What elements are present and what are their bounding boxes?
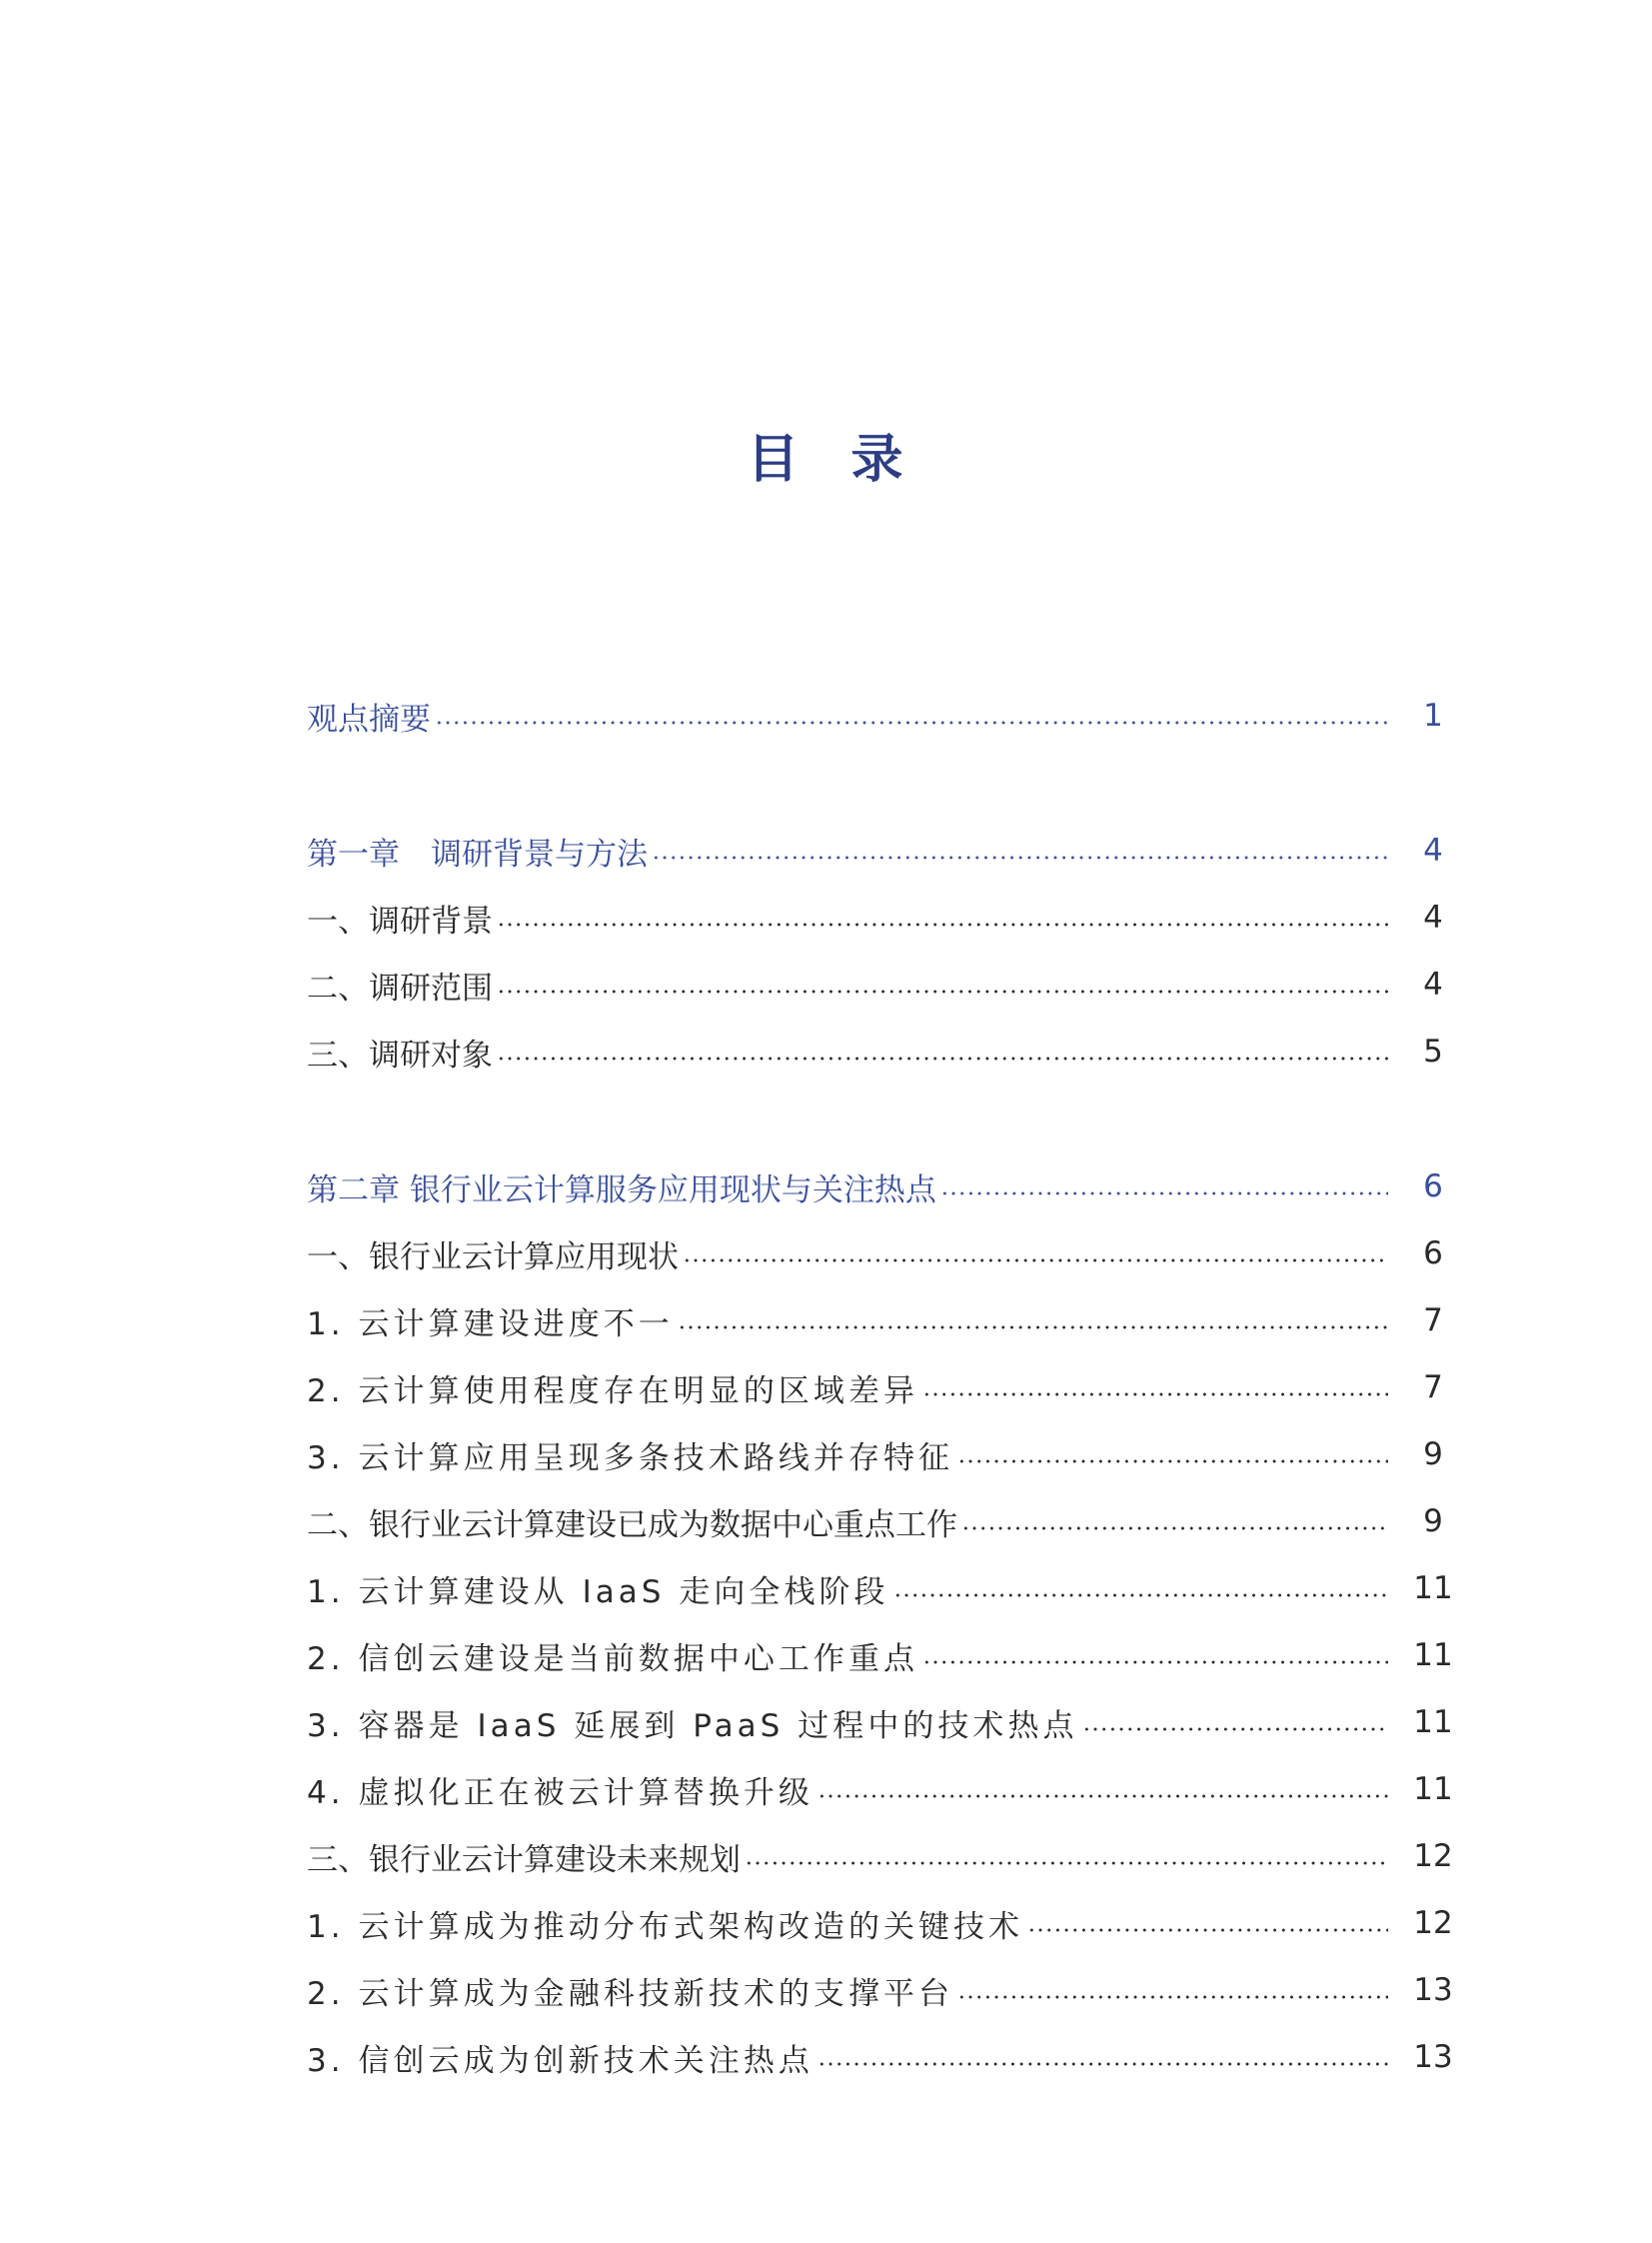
toc-leader-dots [683,1258,1388,1262]
toc-leader-dots [893,1593,1388,1597]
toc-entry-label: 1. 云计算成为推动分布式架构改造的关键技术 [307,1908,1024,1945]
toc-page-number: 9 [1423,1436,1443,1472]
toc-entry-section[interactable] [307,1497,1456,1545]
toc-page-number: 4 [1423,900,1443,936]
toc-entry-label: 4. 虚拟化正在被云计算替换升级 [307,1774,814,1811]
toc-leader-dots [957,1459,1388,1463]
toc-leader-dots [652,856,1388,860]
toc-page-number: 11 [1413,1637,1453,1673]
toc-page-number: 5 [1423,1034,1443,1070]
toc-leader-dots [940,1191,1388,1195]
toc-page-number: 11 [1413,1570,1453,1606]
toc-entry-subsection[interactable] [307,1296,1456,1344]
toc-leader-dots [678,1325,1388,1329]
page-title-char-2: 录 [850,429,905,490]
toc-leader-dots [745,1861,1388,1865]
toc-entry-section[interactable] [307,894,1456,942]
toc-entry-subsection[interactable] [307,1899,1456,1947]
toc-leader-dots [922,1392,1388,1396]
toc-entry-label: 三、调研对象 [307,1037,493,1074]
toc-leader-dots [818,1794,1388,1798]
toc-leader-dots [818,2062,1388,2066]
toc-entry-label: 第一章 调研背景与方法 [307,836,648,873]
toc-leader-dots [497,1057,1388,1061]
toc-leader-dots [957,1995,1388,1999]
toc-entry-label: 二、调研范围 [307,970,493,1007]
toc-entry-section[interactable] [307,961,1456,1009]
toc-entry-label: 3. 信创云成为创新技术关注热点 [307,2042,814,2079]
toc-page-number: 13 [1413,1972,1453,2008]
toc-entry-label: 一、银行业云计算应用现状 [307,1238,679,1275]
toc-entry-label: 二、银行业云计算建设已成为数据中心重点工作 [307,1506,957,1543]
toc-page-number: 13 [1413,2039,1453,2075]
toc-entry-subsection[interactable] [307,1564,1456,1612]
toc-page-number: 12 [1413,1905,1453,1941]
toc-entry-subsection[interactable] [307,1765,1456,1813]
toc-page-number: 7 [1423,1369,1443,1405]
toc-entry-section[interactable] [307,1229,1456,1277]
toc-leader-dots [922,1660,1388,1664]
toc-leader-dots [1027,1928,1388,1932]
toc-entry-summary[interactable] [307,692,1456,740]
toc-entry-subsection[interactable] [307,1698,1456,1746]
toc-entry-subsection[interactable] [307,1363,1456,1411]
toc-page-number: 12 [1413,1838,1453,1874]
toc-entry-label: 三、银行业云计算建设未来规划 [307,1841,741,1878]
toc-page-number: 7 [1423,1302,1443,1338]
toc-page-number: 4 [1423,967,1443,1003]
toc-entry-subsection[interactable] [307,1631,1456,1679]
toc-leader-dots [497,923,1388,927]
toc-page-number: 4 [1423,833,1443,869]
toc-page-number: 11 [1413,1704,1453,1740]
toc-entry-label: 第二章 银行业云计算服务应用现状与关注热点 [307,1171,936,1208]
toc-page-number: 6 [1423,1168,1443,1204]
toc-entry-chapter-1[interactable] [307,827,1456,875]
toc-page-number: 9 [1423,1503,1443,1539]
toc-page-number: 1 [1423,698,1443,734]
toc-entry-label: 1. 云计算建设从 IaaS 走向全栈阶段 [307,1573,889,1610]
toc-entry-subsection[interactable] [307,1430,1456,1478]
toc-leader-dots [435,721,1388,725]
toc-entry-subsection[interactable] [307,1966,1456,2014]
toc-entry-label: 2. 信创云建设是当前数据中心工作重点 [307,1640,918,1677]
toc-entry-chapter-2[interactable] [307,1162,1456,1210]
toc-page-number: 11 [1413,1771,1453,1807]
toc-entry-section[interactable] [307,1832,1456,1880]
toc-page-number: 6 [1423,1235,1443,1271]
toc-entry-label: 3. 容器是 IaaS 延展到 PaaS 过程中的技术热点 [307,1707,1078,1744]
page-title-char-1: 目 [747,429,802,490]
toc-entry-label: 1. 云计算建设进度不一 [307,1305,674,1342]
toc-entry-label: 2. 云计算使用程度存在明显的区域差异 [307,1372,918,1409]
toc-entry-label: 2. 云计算成为金融科技新技术的支撑平台 [307,1975,954,2012]
toc-leader-dots [1082,1727,1388,1731]
toc-leader-dots [497,990,1388,994]
toc-entry-label: 3. 云计算应用呈现多条技术路线并存特征 [307,1439,954,1476]
toc-entry-section[interactable] [307,1028,1456,1076]
toc-entry-subsection[interactable] [307,2033,1456,2081]
toc-leader-dots [961,1526,1388,1530]
page-title [0,425,1652,495]
toc-entry-label: 观点摘要 [307,701,431,738]
toc-entry-label: 一、调研背景 [307,903,493,940]
